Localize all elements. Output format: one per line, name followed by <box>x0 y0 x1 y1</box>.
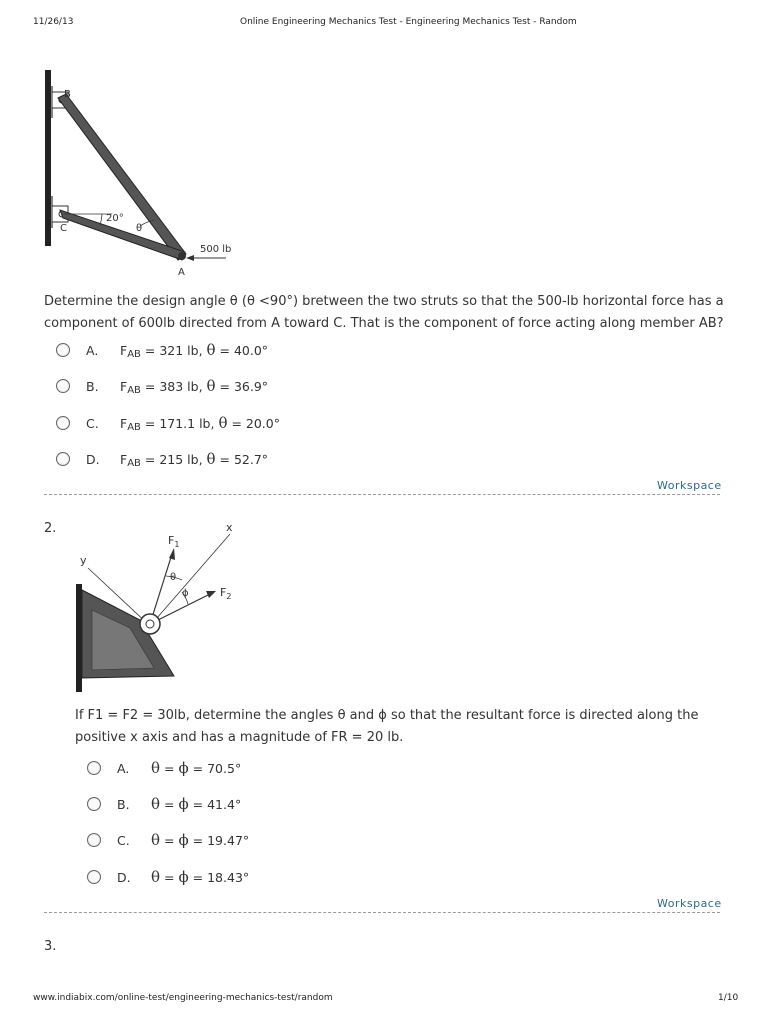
q1-option-b[interactable]: B. $F_{AB} = 383$ lb, θ = 36.9° <box>56 376 268 396</box>
footer-page: 1/10 <box>718 993 739 1003</box>
q1-figure <box>40 68 240 282</box>
label-x: x <box>226 521 233 534</box>
q2-option-c[interactable]: C. θ = ϕ = 19.47° <box>87 830 249 850</box>
q1-workspace-link[interactable]: Workspace <box>657 479 722 492</box>
q2-divider <box>44 912 720 913</box>
label-theta2: θ <box>170 572 177 583</box>
q2-line1: If F1 = F2 = 30lb, determine the angles θ and ϕ so that the resultant force is directed along the <box>75 708 699 723</box>
radio-button[interactable] <box>87 870 101 884</box>
radio-button[interactable] <box>87 797 101 811</box>
q2-number: 2. <box>44 521 57 536</box>
q2-line2: positive x axis and has a magnitude of FR = 20 lb. <box>75 730 404 745</box>
q3-number: 3. <box>44 939 57 954</box>
q1-option-d[interactable]: D. $F_{AB} = 215$ lb, θ = 52.7° <box>56 449 268 469</box>
label-f1: $F_1$ <box>168 534 180 549</box>
q2-option-a[interactable]: A. θ = ϕ = 70.5° <box>87 758 241 778</box>
q2-option-d[interactable]: D. θ = ϕ = 18.43° <box>87 867 249 887</box>
q1-line2: component of 600lb directed from A toward C. That is the component of force acting along member AB? <box>44 316 724 331</box>
radio-button[interactable] <box>56 452 70 466</box>
radio-button[interactable] <box>87 833 101 847</box>
header-date: 11/26/13 <box>33 17 74 27</box>
q2-figure <box>70 518 250 696</box>
radio-button[interactable] <box>56 343 70 357</box>
radio-button[interactable] <box>56 379 70 393</box>
q2-option-b[interactable]: B. θ = ϕ = 41.4° <box>87 794 241 814</box>
q2-wall <box>76 584 82 692</box>
q1-wall <box>45 70 51 246</box>
radio-button[interactable] <box>87 761 101 775</box>
q1-divider <box>44 494 720 495</box>
label-theta: θ <box>136 223 143 234</box>
header-title: Online Engineering Mechanics Test - Engineering Mechanics Test - Random <box>240 17 577 27</box>
label-b: B <box>64 89 71 100</box>
label-y: y <box>80 554 87 567</box>
label-phi: ϕ <box>182 588 189 599</box>
q2-workspace-link[interactable]: Workspace <box>657 897 722 910</box>
label-20: 20° <box>106 213 124 224</box>
label-f2: $F_2$ <box>220 586 232 601</box>
radio-button[interactable] <box>56 416 70 430</box>
label-c: C <box>60 223 67 234</box>
q1-option-a[interactable]: A. $F_{AB} = 321$ lb, θ = 40.0° <box>56 340 268 360</box>
footer-url: www.indiabix.com/online-test/engineering-mechanics-test/random <box>33 993 333 1003</box>
label-a: A <box>178 267 185 278</box>
q1-line1: Determine the design angle θ (θ <90°) bretween the two struts so that the 500-lb horizontal force has a <box>44 294 724 309</box>
label-force: 500 lb <box>200 244 232 255</box>
q1-option-c[interactable]: C. $F_{AB} = 171.1$ lb, θ = 20.0° <box>56 413 280 433</box>
